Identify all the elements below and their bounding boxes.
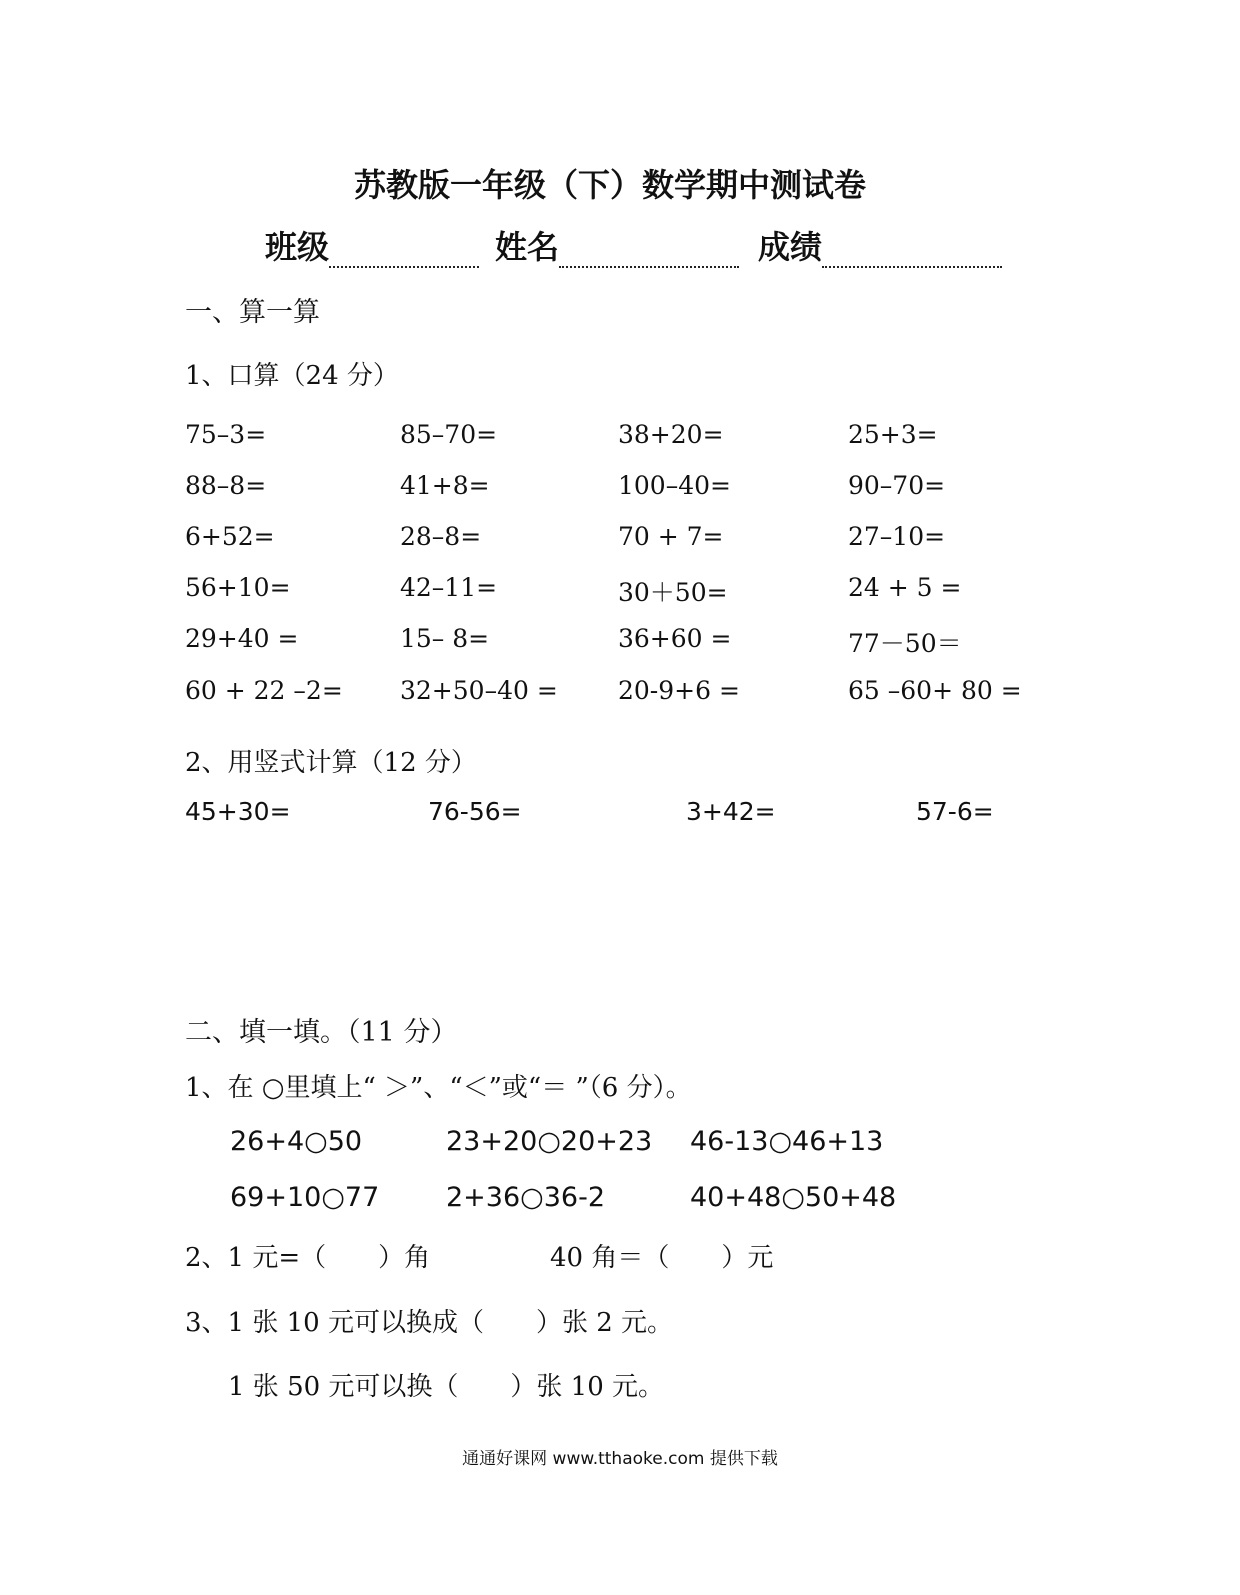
mental-math-item: 85–70= [400,420,498,449]
vertical-calc-item: 3+42= [686,797,776,826]
class-label: 班级 [265,228,330,266]
mental-math-item: 24 + 5 = [848,573,962,602]
footer-note: 通通好课网 www.tthaoke.com 提供下载 [462,1449,778,1469]
mental-math-item: 42–11= [400,573,498,602]
compare-item: 40+48○50+48 [690,1182,897,1213]
exchange-question-line1: 3、1 张 10 元可以换成（ ）张 2 元。 [185,1308,674,1338]
name-blank[interactable] [559,232,739,268]
compare-item: 26+4○50 [230,1126,363,1157]
name-field [495,222,739,268]
mental-math-item: 90–70= [848,471,946,500]
name-label: 姓名 [495,228,560,266]
mental-math-item: 75–3= [185,420,267,449]
vertical-calc-item: 57-6= [916,797,994,826]
mental-math-item: 20-9+6 = [618,676,740,705]
mental-math-item: 29+40 = [185,624,299,653]
q2-heading: 2、用竖式计算（12 分） [185,748,477,778]
score-label: 成绩 [758,228,823,266]
mental-math-item: 36+60 = [618,624,732,653]
mental-math-item: 65 –60+ 80 = [848,676,1022,705]
mental-math-item: 15– 8= [400,624,490,653]
mental-math-item: 6+52= [185,522,275,551]
score-blank[interactable] [822,232,1002,268]
mental-math-item: 60 + 22 –2= [185,676,343,705]
money-question-part1: 2、1 元=（ ）角 [185,1243,431,1273]
compare-item: 46-13○46+13 [690,1126,884,1157]
section2-heading: 二、填一填。（11 分） [185,1017,458,1048]
mental-math-item: 100–40= [618,471,731,500]
vertical-calc-item: 76-56= [428,797,522,826]
exchange-question-line2: 1 张 50 元可以换（ ）张 10 元。 [228,1372,665,1402]
mental-math-item: 70 + 7= [618,522,724,551]
vertical-calc-item: 45+30= [185,797,291,826]
mental-math-item: 25+3= [848,420,938,449]
mental-math-item: 77－50＝ [848,629,962,658]
compare-item: 23+20○20+23 [446,1126,653,1157]
mental-math-item: 28–8= [400,522,482,551]
mental-math-item: 27–10= [848,522,946,551]
mental-math-item: 56+10= [185,573,291,602]
score-field [758,222,1002,268]
page-title: 苏教版一年级（下）数学期中测试卷 [353,166,866,204]
section1-heading: 一、算一算 [185,297,320,328]
q1-heading: 1、口算（24 分） [185,361,399,391]
compare-heading: 1、在 ○里填上“ ＞”、“＜”或“＝ ”（6 分）。 [185,1073,692,1103]
mental-math-item: 32+50–40 = [400,676,558,705]
class-blank[interactable] [329,232,479,268]
mental-math-item: 30＋50= [618,578,728,607]
class-field [265,222,479,268]
money-question-part2: 40 角＝（ ）元 [550,1243,774,1273]
mental-math-item: 38+20= [618,420,724,449]
compare-item: 2+36○36-2 [446,1182,605,1213]
mental-math-item: 88–8= [185,471,267,500]
mental-math-item: 41+8= [400,471,490,500]
compare-item: 69+10○77 [230,1182,380,1213]
